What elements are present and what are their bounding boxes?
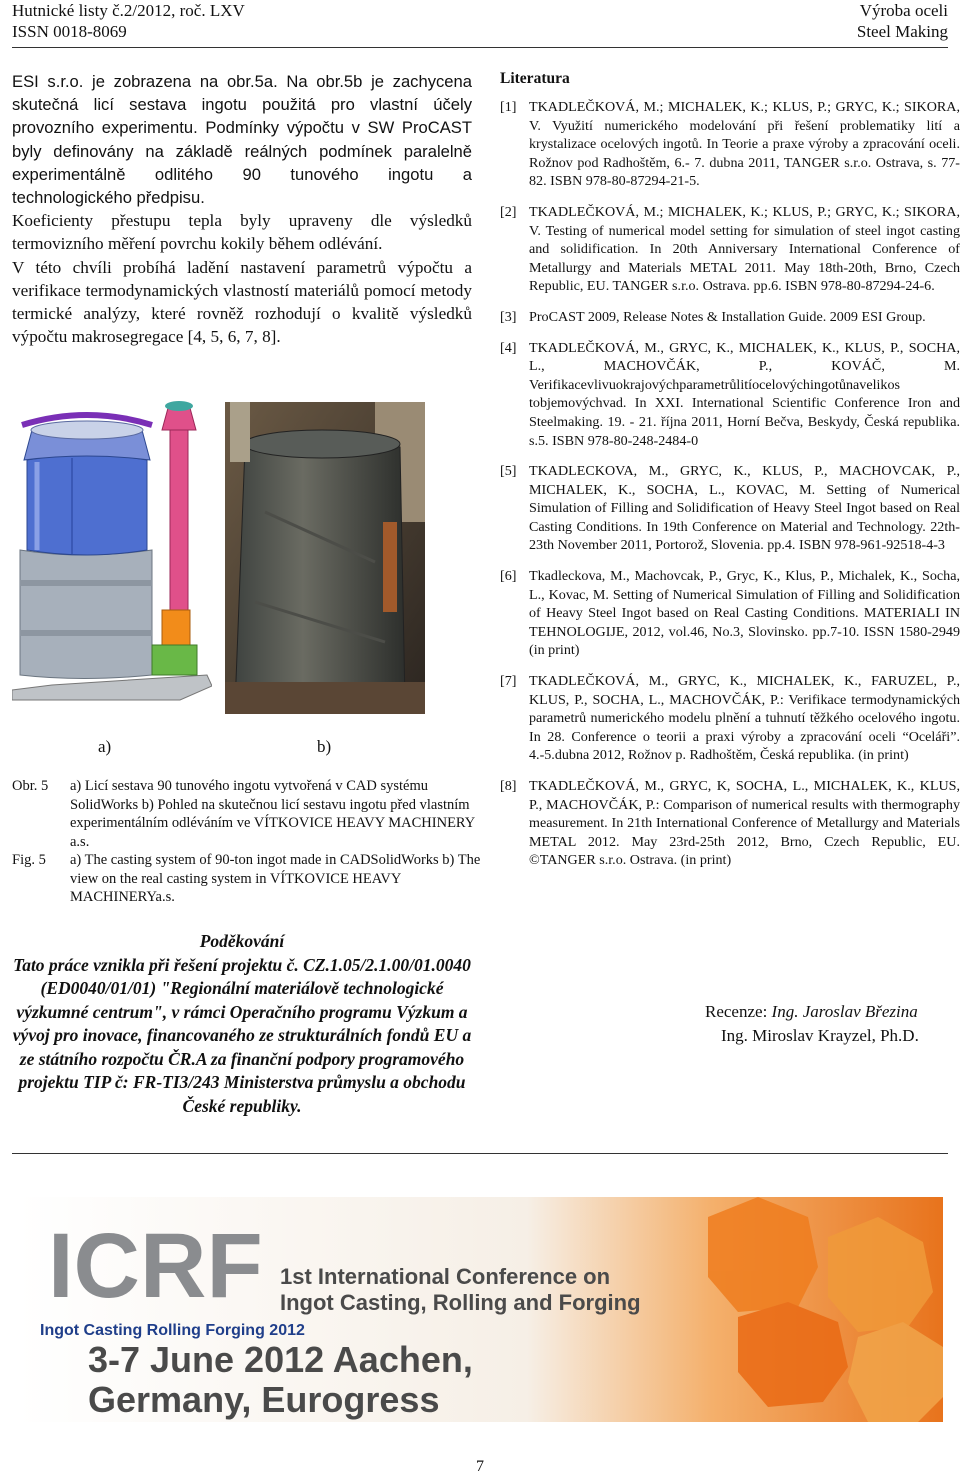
- acknowledgement-title: Poděkování: [199, 931, 285, 951]
- left-column: [12, 70, 472, 348]
- conference-title-line-2: Ingot Casting, Rolling and Forging: [280, 1290, 641, 1315]
- reference-item: [500, 567, 960, 660]
- conference-title-line-1: 1st International Conference on: [280, 1264, 611, 1289]
- reference-list: [500, 98, 960, 870]
- reference-text: ProCAST 2009, Release Notes & Installation Guide. 2009 ESI Group.: [529, 308, 926, 325]
- reference-item: [500, 308, 960, 327]
- reference-text: TKADLEČKOVÁ, M.; MICHALEK, K.; KLUS, P.; GRYC, K.; SIKORA, V. Využití numerického modelování při řešení problematiky lití a krystalizace ocelových ingotů. In Teorie a praxe výroby a zpracování oceli. Rožnov pod Radhoštěm, 6.- 7. dubna 2011, TANGER s.r.o. Ostrava, s. 77-82. ISBN 978-80-87294-21-5.: [529, 99, 960, 190]
- icrf-logo: ICRF: [48, 1215, 263, 1317]
- reference-number: [4]: [500, 339, 517, 356]
- page-number: 7: [476, 1458, 484, 1475]
- reviewer-1: Ing. Jaroslav Březina: [771, 1002, 918, 1021]
- figure-5a-cad-image: [12, 400, 212, 720]
- body-paragraph-1: ESI s.r.o. je zobrazena na obr.5a. Na obr.5b je zachycena skutečná licí sestava ingotu použitá pro vlastní účely provozního experimentu. Podmínky výpočtu v SW ProCAST byly definovány na základě reálných podmínek paralelně experimentálně odlitého 90 tunového ingotu a technologického předpisu.: [12, 72, 472, 208]
- reference-number: [2]: [500, 203, 517, 220]
- reference-item: [500, 672, 960, 765]
- caption-en-text: a) The casting system of 90-ton ingot made in CADSolidWorks b) The view on the real casting system in VÍTKOVICE HEAVY MACHINERYa.s.: [70, 852, 481, 906]
- reviewer-2: Ing. Miroslav Krayzel, Ph.D.: [721, 1026, 919, 1045]
- banner-tagline: Ingot Casting Rolling Forging 2012: [40, 1322, 305, 1339]
- figure-caption-en: [12, 851, 482, 907]
- acknowledgement-text: Tato práce vznikla při řešení projektu č. CZ.1.05/2.1.00/01.0040 (ED0040/01/01) "Regionální materiálově technologické výzkumné centrum", v rámci Operačního programu Výzkum a vývoj pro inovace, financovaného ze strukturálních fondů EU a ze státního rozpočtu ČR.A za finanční podpory programového projektu TIP č: FR-TI3/243 Ministerstva průmyslu a obchodu České republiky.: [12, 954, 472, 1116]
- reference-number: [1]: [500, 99, 517, 115]
- body-paragraph-2: Koeficienty přestupu tepla byly upraveny dle výsledků termovizního měření povrchu kokily během odlévání.: [12, 211, 472, 254]
- running-header-left: [12, 0, 245, 42]
- reference-text: TKADLEČKOVÁ, M., GRYC, K, SOCHA, L., MICHALEK, K., KLUS, P., MACHOVČÁK, P.: Comparison of numerical results with thermography measurement. In 21th International Conference of Metallurgy and Materials METAL 2012. May 23rd-25th 2012, Brno, Czech Republic, EU. ©TANGER s.r.o. Ostrava. (in print): [529, 778, 960, 869]
- right-column: [500, 70, 960, 882]
- reference-text: Tkadleckova, M., Machovcak, P., Gryc, K., Klus, P., Michalek, K., Socha, L., Kovac, M. Setting of Numerical Simulation of Filling and Solidification of Heavy Steel Ingot based on Real Casting Conditions. MATERIALI IN TEHNOLOGIJE, 2012, vol.46, No.3, Slovinsko. pp.7-10. ISSN 1580-2949 (in print): [529, 568, 960, 659]
- figure-label-a: a): [98, 737, 112, 756]
- reference-number: [6]: [500, 568, 517, 585]
- reference-text: TKADLEČKOVÁ, M., GRYC, K., MICHALEK, K., FARUZEL, P., KLUS, P., SOCHA, L., MACHOVČÁK, P.: Verifikace termodynamických parametrů numerického modelu plnění a tuhnutí těžkého ocelového ingotu. In 28. Conference o teorii a praxi výroby a zpracování oceli “Oceláři”. 4.-5.dubna 2012, Rožnov p. Radhoštěm, Česká republika. (in print): [529, 673, 960, 764]
- issn: ISSN 0018-8069: [12, 22, 127, 41]
- conference-date-line-2: Germany, Eurogress: [88, 1379, 440, 1420]
- reference-item: [500, 203, 960, 296]
- acknowledgement: [12, 930, 472, 1118]
- reference-text: TKADLECKOVA, M., GRYC, K., KLUS, P., MACHOVCAK, P., MICHALEK, K., SOCHA, L., KOVAC, M. Setting of Numerical Simulation of Filling and Solidification of Heavy Steel Ingot based on Real Casting Conditions. In 19th Conference on Material and Technology. 22th-23th November 2011, Portorož, Slovenia. pp.4. ISBN 978-961-92518-4-3: [529, 463, 960, 554]
- review-label: Recenze:: [705, 1002, 768, 1021]
- reference-item: [500, 462, 960, 555]
- caption-cz-text: a) Licí sestava 90 tunového ingotu vytvořená v CAD systému SolidWorks b) Pohled na skutečnou licí sestavu ingotu před vlastním experimentálním odléváním ve VÍTKOVICE HEAVY MACHINERY a.s.: [70, 778, 475, 850]
- reference-item: [500, 339, 960, 451]
- reviewers: [705, 1000, 960, 1048]
- reference-number: [7]: [500, 673, 517, 690]
- caption-cz-tag: Obr. 5: [12, 778, 49, 794]
- reference-item: [500, 98, 960, 191]
- figure-5b-photo: [225, 402, 425, 714]
- body-paragraph-3: V této chvíli probíhá ladění nastavení parametrů výpočtu a verifikace termodynamických vlastností materiálů pomocí metody termické analýzy, které rovněž rozhodují o kvalitě výsledků výpočtu makrosegregace [4, 5, 6, 7, 8].: [12, 257, 472, 347]
- icrf-conference-banner: [18, 1197, 943, 1422]
- section-title-cz: Výroba oceli: [859, 1, 948, 20]
- section-divider: [12, 1153, 948, 1154]
- reference-text: TKADLEČKOVÁ, M., GRYC, K., MICHALEK, K., KLUS, P., SOCHA, L., MACHOVČÁK, P., KOVÁČ, M. Verifikacevlivuokrajovýchparametrůlitíocelovýchingotůnavelikos tobjemovýchvad. In XXI. International Scientific Conference Iron and Steelmaking. 19. - 21. října 2011, Horní Bečva, Beskydy, Česká republika. s.5. ISBN 978-80-248-2484-0: [529, 339, 960, 449]
- reference-text: TKADLEČKOVÁ, M.; MICHALEK, K.; KLUS, P.; GRYC, K.; SIKORA, V. Testing of numerical model setting for simulation of steel ingot casting and solidification. In 20th Anniversary International Conference of Metallurgy and Materials METAL 2011. May 18th-20th, Brno, Czech Republic, EU. TANGER s.r.o. Ostrava. pp.6. ISBN 978-80-87294-24-6.: [529, 203, 960, 295]
- reference-number: [8]: [500, 778, 517, 794]
- reference-item: [500, 777, 960, 870]
- figure-label-b: b): [317, 737, 332, 756]
- section-title-en: Steel Making: [856, 22, 948, 41]
- figure-caption-cz: [12, 777, 482, 851]
- reference-number: [5]: [500, 463, 517, 480]
- caption-en-tag: Fig. 5: [12, 852, 46, 868]
- conference-date-line-1: 3-7 June 2012 Aachen,: [88, 1339, 473, 1380]
- literature-heading: Literatura: [500, 70, 570, 87]
- header-rule: [12, 47, 948, 48]
- reference-number: [3]: [500, 308, 517, 325]
- journal-title: Hutnické listy č.2/2012, roč. LXV: [12, 1, 245, 20]
- running-header-right: [857, 0, 948, 42]
